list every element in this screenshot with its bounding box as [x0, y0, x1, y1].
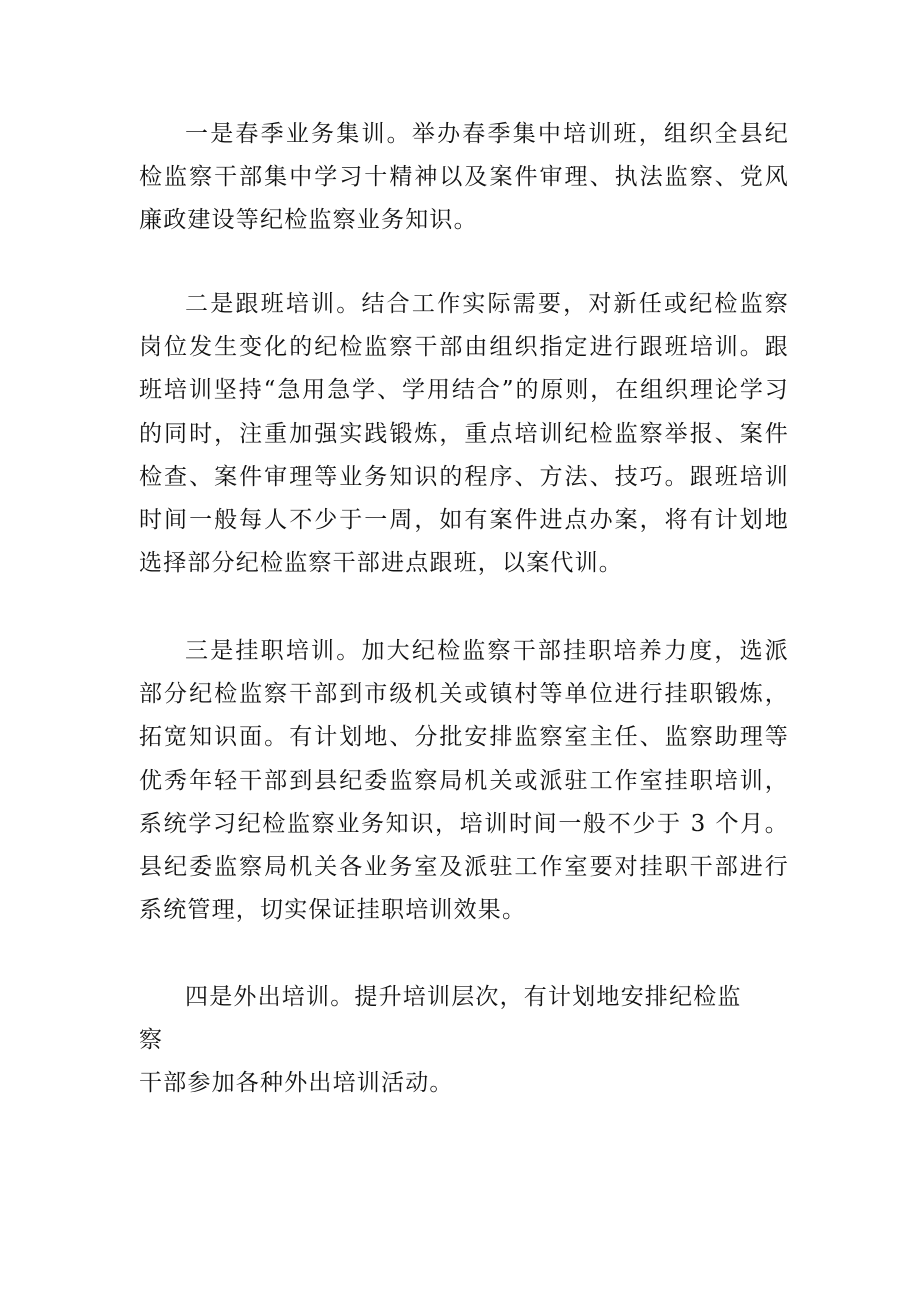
paragraph-external-training-continued: 干部参加各种外出培训活动。: [139, 1070, 454, 1096]
paragraph-external-training: 四是外出培训。提升培训层次，有计划地安排纪检监察: [139, 984, 742, 1054]
paragraph-secondment-training: 三是挂职培训。加大纪检监察干部挂职培养力度，选派部分纪检监察干部到市级机关或镇村等单位进行挂职锻炼，拓宽知识面。有计划地、分批安排监察室主任、监察助理等优秀年轻干部到县纪委监察局机关或派驻工作室挂职培训，系统学习纪检监察业务知识，培训时间一般不少于 3 个月。县纪委监察局机关各业务室及派驻工作室要对挂职干部进行系统管理，切实保证挂职培训效果。: [139, 638, 789, 924]
paragraph-spring-training: 一是春季业务集训。举办春季集中培训班，组织全县纪检监察干部集中学习十精神以及案件审理、执法监察、党风廉政建设等纪检监察业务知识。: [139, 121, 789, 234]
paragraph-shadow-training: 二是跟班培训。结合工作实际需要，对新任或纪检监察岗位发生变化的纪检监察干部由组织指定进行跟班培训。跟班培训坚持“急用急学、学用结合”的原则，在组织理论学习的同时，注重加强实践锻炼，重点培训纪检监察举报、案件检查、案件审理等业务知识的程序、方法、技巧。跟班培训时间一般每人不少于一周，如有案件进点办案，将有计划地选择部分纪检监察干部进点跟班，以案代训。: [139, 291, 789, 577]
